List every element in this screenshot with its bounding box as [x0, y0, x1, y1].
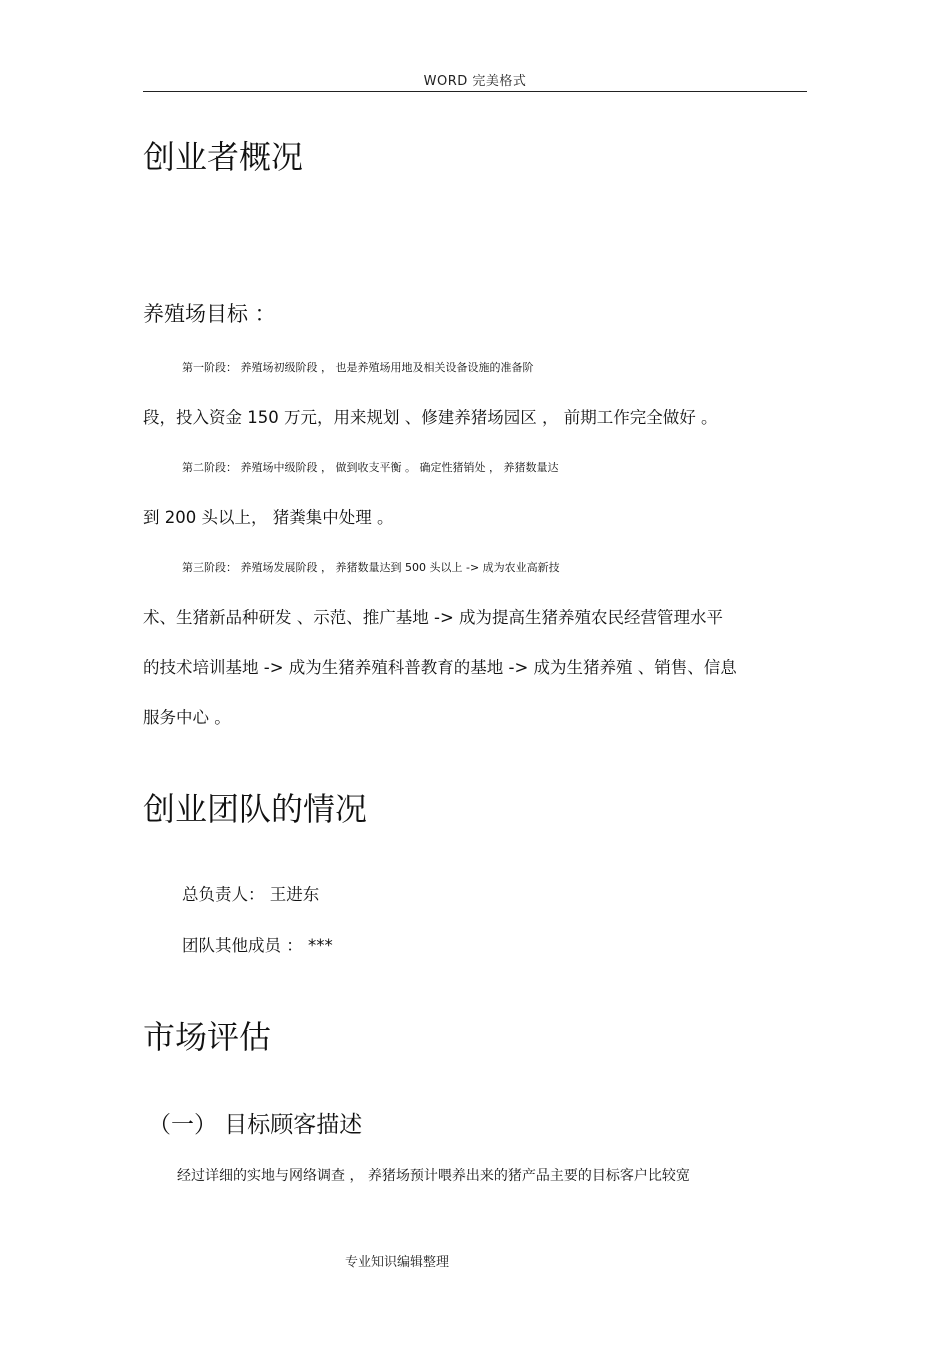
stage-1-line-2: 段，投入资金 150 万元，用来规划 、修建养猪场园区 ， 前期工作完全做好 。 [143, 408, 718, 427]
stage-3-line-2: 术、生猪新品种研发 、示范、推广基地 -> 成为提高生猪养殖农民经营管理水平 [143, 608, 724, 627]
paragraph-stage-1 [143, 343, 807, 443]
stage-3-line-3: 的技术培训基地 -> 成为生猪养殖科普教育的基地 -> 成为生猪养殖 、销售、信息 [143, 658, 737, 677]
stage-3-line-4: 服务中心 。 [143, 708, 231, 727]
paragraph-stage-2 [143, 443, 807, 543]
page-header: WORD 完美格式 [423, 74, 527, 89]
heading-market-assessment: 市场评估 [143, 1018, 272, 1056]
stage-2-line-2: 到 200 头以上， 猪粪集中处理 。 [143, 508, 394, 527]
heading-target-customers: （一） 目标顾客描述 [148, 1112, 363, 1138]
team-members: 团队其他成员 ： *** [182, 936, 333, 955]
paragraph-stage-3 [143, 543, 807, 743]
heading-founder-overview: 创业者概况 [143, 138, 304, 176]
page-footer: 专业知识编辑整理 [344, 1255, 449, 1270]
market-paragraph: 经过详细的实地与网络调查 ， 养猪场预计喂养出来的猪产品主要的目标客户比较宽 [177, 1168, 690, 1184]
heading-team: 创业团队的情况 [143, 790, 368, 828]
header-rule [143, 91, 807, 92]
stage-1-line-1: 第一阶段： 养殖场初级阶段 ， 也是养殖场用地及相关设备设施的准备阶 [182, 361, 534, 374]
stage-3-line-1: 第三阶段： 养殖场发展阶段 ， 养猪数量达到 500 头以上 -> 成为农业高新技 [182, 561, 560, 574]
stage-2-line-1: 第二阶段： 养殖场中级阶段 ， 做到收支平衡 。 确定性猪销处 ， 养猪数量达 [182, 461, 559, 474]
heading-farm-goals: 养殖场目标 ： [143, 302, 276, 326]
team-leader: 总负责人： 王进东 [182, 885, 320, 904]
